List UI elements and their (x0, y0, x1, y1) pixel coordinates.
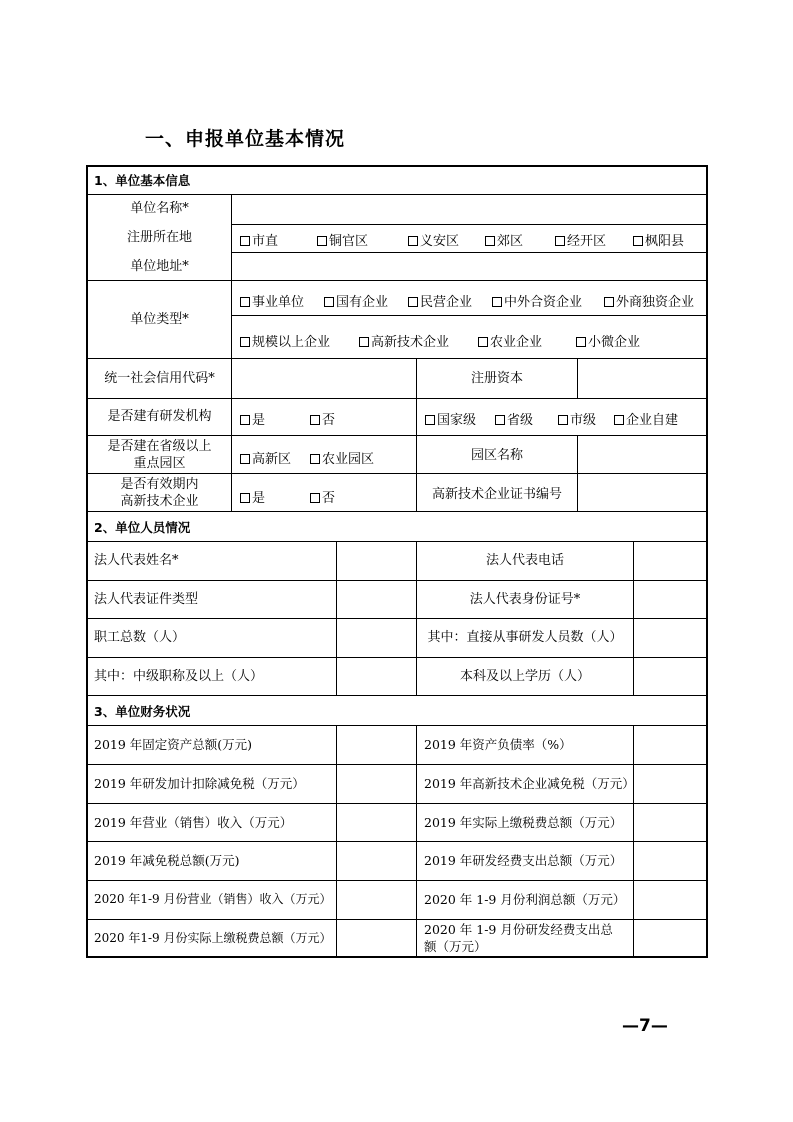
unit-type-option[interactable]: 规模以上企业 (240, 331, 330, 350)
finance-input[interactable] (337, 765, 416, 803)
field-label: 注册资本 (470, 371, 523, 386)
field-label: 2019 年研发加计扣除减免税（万元） (94, 776, 305, 791)
rd-yes-option[interactable]: 是 (240, 409, 265, 428)
finance-input[interactable] (634, 920, 706, 958)
checkbox-icon (240, 236, 250, 246)
region-option[interactable]: 义安区 (408, 230, 459, 249)
checkbox-icon (558, 415, 568, 425)
total-staff-input[interactable] (337, 619, 416, 657)
checkbox-icon (478, 337, 488, 347)
field-label: 法人代表姓名* (94, 553, 179, 568)
field-label: 其中：直接从事研发人员数（人） (427, 630, 623, 645)
field-label: 2019 年固定资产总额(万元) (94, 737, 253, 752)
row-divider (231, 315, 706, 316)
checkbox-icon (408, 297, 418, 307)
section-title: 2、单位人员情况 (94, 520, 191, 535)
finance-input[interactable] (337, 804, 416, 841)
field-label: 注册所在地 (126, 230, 192, 245)
mid-title-staff-input[interactable] (337, 658, 416, 695)
field-label: 是否建在省级以上 (107, 439, 212, 454)
legal-rep-name-input[interactable] (337, 542, 416, 580)
unit-type-option[interactable]: 高新技术企业 (359, 331, 449, 350)
field-label: 2020 年 1-9 月份利润总额（万元） (424, 892, 626, 907)
row-divider (88, 398, 706, 399)
region-option[interactable]: 市直 (240, 230, 278, 249)
field-label: 高新技术企业证书编号 (431, 487, 562, 502)
id-number-input[interactable] (634, 581, 706, 618)
field-label: 2019 年营业（销售）收入（万元） (94, 815, 293, 830)
field-label: 2019 年资产负债率（%） (424, 737, 572, 752)
row-divider (88, 695, 706, 696)
rd-level-option[interactable]: 国家级 (425, 409, 476, 428)
park-type-option[interactable]: 高新区 (240, 448, 291, 467)
checkbox-icon (555, 236, 565, 246)
park-type-option[interactable]: 农业园区 (310, 448, 374, 467)
unit-type-option[interactable]: 小微企业 (576, 331, 640, 350)
checkbox-icon (310, 454, 320, 464)
page-number: —7— (622, 1016, 668, 1036)
field-label: 高新技术企业 (120, 494, 199, 509)
field-label: 园区名称 (470, 448, 523, 463)
region-option[interactable]: 枫阳县 (633, 230, 684, 249)
unit-type-option[interactable]: 外商独资企业 (604, 291, 694, 310)
field-label: 2020 年1-9 月份营业（销售）收入（万元） (94, 892, 332, 906)
field-label: 单位类型* (130, 312, 189, 327)
checkbox-icon (492, 297, 502, 307)
checkbox-icon (324, 297, 334, 307)
checkbox-icon (310, 493, 320, 503)
field-label: 统一社会信用代码* (104, 371, 215, 386)
legal-rep-phone-input[interactable] (634, 542, 706, 580)
checkbox-icon (240, 493, 250, 503)
registered-capital-input[interactable] (578, 359, 706, 398)
col-divider (231, 194, 232, 511)
unit-type-option[interactable]: 国有企业 (324, 291, 388, 310)
unit-name-input[interactable] (232, 195, 706, 224)
checkbox-icon (604, 297, 614, 307)
field-label: 重点园区 (133, 456, 186, 471)
rd-level-option[interactable]: 企业自建 (614, 409, 678, 428)
finance-input[interactable] (337, 920, 416, 958)
field-label: 单位地址* (130, 259, 189, 274)
finance-input[interactable] (634, 726, 706, 764)
finance-input[interactable] (634, 765, 706, 803)
field-label: 是否有效期内 (120, 477, 199, 492)
section-title: 3、单位财务状况 (94, 704, 191, 719)
finance-input[interactable] (337, 881, 416, 919)
field-label: 2019 年实际上缴税费总额（万元） (424, 815, 623, 830)
checkbox-icon (240, 297, 250, 307)
region-option[interactable]: 经开区 (555, 230, 606, 249)
field-label: 其中：中级职称及以上（人） (94, 669, 264, 684)
checkbox-icon (614, 415, 624, 425)
field-label: 法人代表电话 (485, 553, 564, 568)
section-title: 1、单位基本信息 (94, 173, 191, 188)
field-label: 法人代表证件类型 (94, 592, 199, 607)
finance-input[interactable] (337, 726, 416, 764)
unit-type-option[interactable]: 农业企业 (478, 331, 542, 350)
checkbox-icon (359, 337, 369, 347)
rd-level-option[interactable]: 市级 (558, 409, 596, 428)
rd-no-option[interactable]: 否 (310, 409, 335, 428)
finance-input[interactable] (634, 881, 706, 919)
field-label: 职工总数（人） (94, 630, 186, 645)
finance-input[interactable] (634, 842, 706, 880)
unit-type-option[interactable]: 事业单位 (240, 291, 304, 310)
unit-type-option[interactable]: 民营企业 (408, 291, 472, 310)
checkbox-icon (485, 236, 495, 246)
page-heading: 一、申报单位基本情况 (145, 128, 346, 150)
checkbox-icon (495, 415, 505, 425)
checkbox-icon (633, 236, 643, 246)
field-label: 2019 年高新技术企业减免税（万元） (424, 776, 635, 791)
checkbox-icon (240, 454, 250, 464)
row-divider (88, 511, 706, 512)
field-label: 2019 年减免税总额(万元) (94, 853, 240, 868)
rd-staff-input[interactable] (634, 619, 706, 657)
field-label: 2019 年研发经费支出总额（万元） (424, 853, 623, 868)
checkbox-icon (576, 337, 586, 347)
hightech-yes-option[interactable]: 是 (240, 487, 265, 506)
park-name-input[interactable] (578, 436, 706, 473)
field-label: 2020 年 1-9 月份研发经费支出总 (424, 922, 613, 937)
rd-level-option[interactable]: 省级 (495, 409, 533, 428)
field-label: 额（万元） (424, 939, 487, 954)
checkbox-icon (425, 415, 435, 425)
unit-address-input[interactable] (232, 253, 706, 280)
finance-input[interactable] (634, 804, 706, 841)
field-label: 法人代表身份证号* (469, 592, 581, 607)
id-type-input[interactable] (337, 581, 416, 618)
finance-input[interactable] (337, 842, 416, 880)
application-form (86, 165, 708, 958)
checkbox-icon (240, 415, 250, 425)
field-label: 单位名称* (130, 201, 189, 216)
checkbox-icon (408, 236, 418, 246)
row-divider (231, 224, 706, 225)
cert-number-input[interactable] (578, 474, 706, 511)
region-option[interactable]: 铜官区 (317, 230, 368, 249)
credit-code-input[interactable] (232, 359, 416, 398)
field-label: 本科及以上学历（人） (459, 669, 590, 684)
row-divider (88, 280, 706, 281)
field-label: 2020 年1-9 月份实际上缴税费总额（万元） (94, 931, 332, 945)
checkbox-icon (240, 337, 250, 347)
hightech-no-option[interactable]: 否 (310, 487, 335, 506)
bachelor-staff-input[interactable] (634, 658, 706, 695)
checkbox-icon (317, 236, 327, 246)
region-option[interactable]: 郊区 (485, 230, 523, 249)
col-divider (416, 725, 417, 958)
field-label: 是否建有研发机构 (107, 409, 212, 424)
unit-type-option[interactable]: 中外合资企业 (492, 291, 582, 310)
checkbox-icon (310, 415, 320, 425)
